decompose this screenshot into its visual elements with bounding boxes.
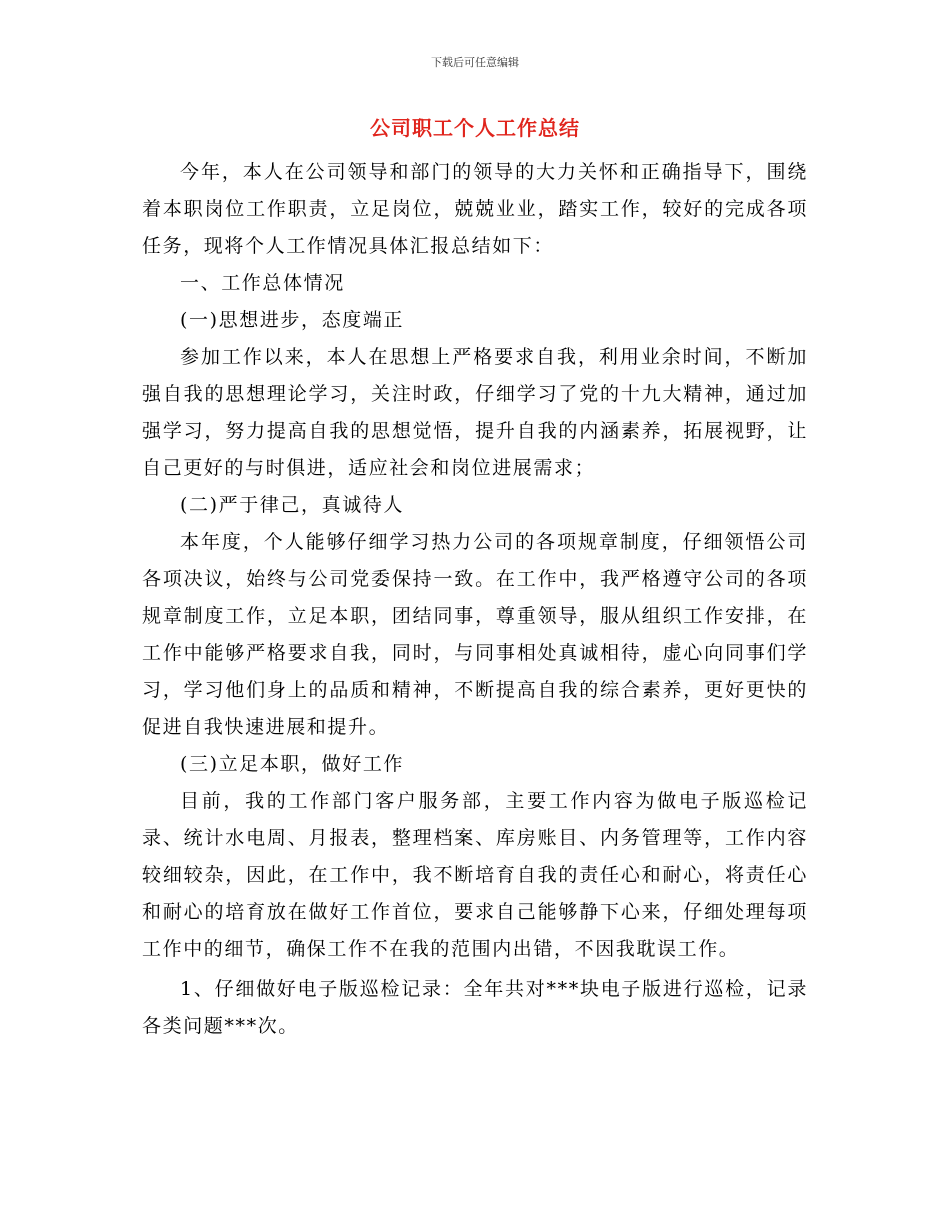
document-body bbox=[142, 154, 808, 1045]
paragraph-thought: 参加工作以来，本人在思想上严格要求自我，利用业余时间，不断加强自我的思想理论学习，关注时政，仔细学习了党的十九大精神，通过加强学习，努力提高自我的思想觉悟，提升自我的内涵素养，拓展视野，让自己更好的与时俱进，适应社会和岗位进展需求； bbox=[142, 346, 808, 479]
header-note: 下载后可任意编辑 bbox=[431, 56, 519, 69]
document-title: 公司职工个人工作总结 bbox=[370, 116, 580, 140]
paragraph-work: 目前，我的工作部门客户服务部，主要工作内容为做电子版巡检记录、统计水电周、月报表，整理档案、库房账目、内务管理等，工作内容较细较杂，因此，在工作中，我不断培育自我的责任心和耐心，将责任心和耐心的培育放在做好工作首位，要求自己能够静下心来，仔细处理每项工作中的细节，确保工作不在我的范围内出错，不因我耽误工作。 bbox=[142, 790, 808, 960]
heading-section-1: 一、工作总体情况 bbox=[180, 272, 345, 294]
paragraph-item-1: 1、仔细做好电子版巡检记录：全年共对***块电子版进行巡检，记录各类问题***次。 bbox=[142, 978, 808, 1037]
subheading-1: (一)思想进步，态度端正 bbox=[180, 309, 405, 331]
subheading-3: (三)立足本职，做好工作 bbox=[180, 753, 405, 775]
paragraph-discipline: 本年度，个人能够仔细学习热力公司的各项规章制度，仔细领悟公司各项决议，始终与公司党委保持一致。在工作中，我严格遵守公司的各项规章制度工作，立足本职，团结同事，尊重领导，服从组织工作安排，在工作中能够严格要求自我，同时，与同事相处真诚相待，虚心向同事们学习，学习他们身上的品质和精神，不断提高自我的综合素养，更好更快的促进自我快速进展和提升。 bbox=[142, 531, 808, 738]
paragraph-intro: 今年，本人在公司领导和部门的领导的大力关怀和正确指导下，围绕着本职岗位工作职责，立足岗位，兢兢业业，踏实工作，较好的完成各项任务，现将个人工作情况具体汇报总结如下： bbox=[142, 161, 808, 257]
subheading-2: (二)严于律己，真诚待人 bbox=[180, 494, 405, 516]
